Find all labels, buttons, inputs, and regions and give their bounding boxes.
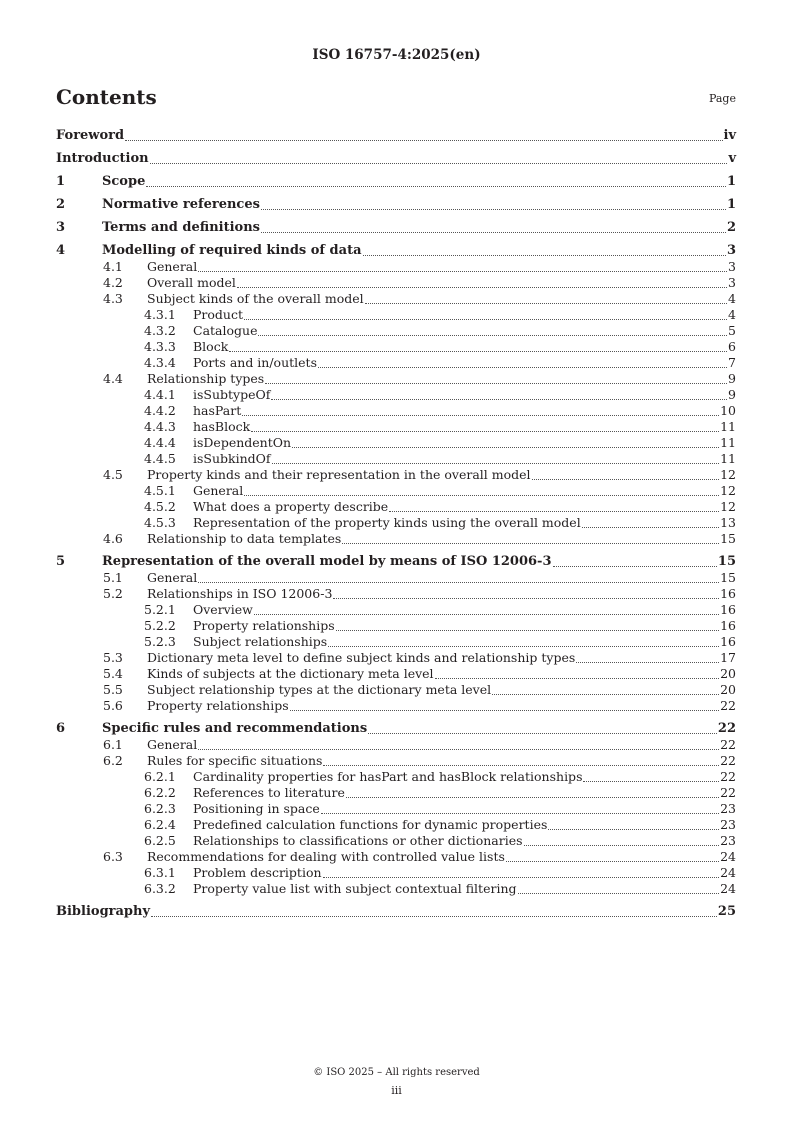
toc-entry-title: Relationships to classifications or other dictionaries [193, 833, 523, 848]
toc-entry-title: hasPart [193, 403, 242, 418]
toc-entry-number: 6.3 [103, 849, 123, 864]
toc-entry[interactable] [56, 173, 736, 190]
toc-leader-dots [151, 915, 717, 917]
toc-entry-title: Relationships in ISO 12006-3 [147, 586, 333, 601]
toc-entry-number: 5.3 [103, 650, 123, 665]
toc-entry-title: General [147, 259, 198, 274]
toc-entry-title: isSubtypeOf [193, 387, 271, 402]
toc-leader-dots [336, 629, 719, 631]
toc-entry-page: 2 [726, 220, 736, 235]
toc-entry[interactable] [56, 499, 736, 515]
toc-entry[interactable] [56, 753, 736, 769]
toc-entry-title: Relationship types [147, 371, 265, 386]
toc-entry-title: Product [193, 307, 243, 322]
toc-entry[interactable] [56, 219, 736, 236]
toc-entry-title: Overview [193, 602, 253, 617]
toc-entry-title: General [147, 570, 198, 585]
toc-entry-title: Overall model [147, 275, 236, 290]
toc-entry-page: 16 [720, 634, 736, 649]
toc-entry[interactable] [56, 553, 736, 570]
toc-entry[interactable] [56, 666, 736, 682]
toc-entry-page: 15 [717, 554, 736, 569]
toc-entry-page: 16 [720, 602, 736, 617]
toc-entry-page: 3 [728, 259, 736, 274]
toc-entry-page: 24 [720, 849, 736, 864]
toc-entry-page: 12 [720, 483, 736, 498]
toc-entry-title: Foreword [56, 128, 125, 143]
toc-leader-dots [244, 494, 719, 496]
toc-entry[interactable] [56, 275, 736, 291]
toc-leader-dots [492, 693, 719, 695]
toc-entry-page: 20 [720, 666, 736, 681]
toc-entry[interactable] [56, 323, 736, 339]
toc-entry-number: 4.4.3 [144, 419, 176, 434]
toc-entry[interactable] [56, 570, 736, 586]
toc-entry[interactable] [56, 865, 736, 881]
toc-leader-dots [125, 139, 722, 141]
toc-leader-dots [150, 162, 728, 164]
toc-entry-number: 1 [56, 174, 66, 189]
toc-entry-page: 22 [720, 785, 736, 800]
toc-entry-title: Dictionary meta level to define subject kinds and relationship types [147, 650, 576, 665]
toc-entry-title: Rules for specific situations [147, 753, 323, 768]
toc-leader-dots [368, 732, 717, 734]
toc-entry-page: 7 [728, 355, 736, 370]
toc-entry-number: 5.5 [103, 682, 123, 697]
toc-entry-title: Property kinds and their representation in the overall model [147, 467, 531, 482]
toc-entry[interactable] [56, 259, 736, 275]
toc-entry-number: 4.5.2 [144, 499, 176, 514]
toc-leader-dots [292, 446, 719, 448]
page-column-label: Page [708, 92, 736, 105]
toc-entry-number: 4.3.2 [144, 323, 176, 338]
toc-entry-title: isSubkindOf [193, 451, 271, 466]
toc-entry[interactable] [56, 150, 736, 167]
toc-entry[interactable] [56, 387, 736, 403]
toc-entry-page: 3 [726, 243, 736, 258]
toc-entry-title: Representation of the property kinds using the overall model [193, 515, 581, 530]
toc-entry[interactable] [56, 698, 736, 714]
toc-leader-dots [198, 581, 719, 583]
toc-entry-number: 6.2.5 [144, 833, 176, 848]
toc-entry-page: 13 [720, 515, 736, 530]
toc-entry-title: hasBlock [193, 419, 251, 434]
toc-entry-title: General [193, 483, 244, 498]
toc-leader-dots [146, 185, 726, 187]
toc-entry-number: 4.1 [103, 259, 123, 274]
toc-entry[interactable] [56, 451, 736, 467]
toc-entry-number: 4.3 [103, 291, 123, 306]
toc-entry-page: 15 [720, 570, 736, 585]
toc-entry[interactable] [56, 419, 736, 435]
toc-entry-page: 12 [720, 499, 736, 514]
toc-leader-dots [333, 597, 719, 599]
toc-entry-page: 20 [720, 682, 736, 697]
toc-entry[interactable] [56, 881, 736, 897]
toc-entry-page: 24 [720, 865, 736, 880]
toc-entry-page: 11 [720, 435, 736, 450]
toc-leader-dots [583, 780, 719, 782]
toc-entry-title: Modelling of required kinds of data [102, 243, 362, 258]
toc-entry-title: Ports and in/outlets [193, 355, 317, 370]
toc-entry-number: 6.2.2 [144, 785, 176, 800]
toc-entry-title: Kinds of subjects at the dictionary meta level [147, 666, 434, 681]
toc-entry[interactable] [56, 291, 736, 307]
toc-leader-dots [321, 812, 719, 814]
toc-entry-page: 22 [720, 737, 736, 752]
toc-leader-dots [323, 876, 720, 878]
toc-leader-dots [532, 478, 720, 480]
toc-entry-title: Catalogue [193, 323, 258, 338]
toc-entry-page: 22 [720, 753, 736, 768]
toc-entry-title: Scope [102, 174, 146, 189]
toc-entry-page: iv [723, 128, 736, 143]
toc-entry-page: 24 [720, 881, 736, 896]
toc-entry-number: 4.4.5 [144, 451, 176, 466]
toc-entry[interactable] [56, 339, 736, 355]
toc-leader-dots [261, 208, 726, 210]
toc-leader-dots [244, 318, 727, 320]
toc-entry-number: 2 [56, 197, 66, 212]
toc-entry-page: 5 [728, 323, 736, 338]
toc-entry[interactable] [56, 849, 736, 865]
toc-entry-title: Property relationships [193, 618, 335, 633]
toc-entry[interactable] [56, 737, 736, 753]
toc-entry[interactable] [56, 127, 736, 144]
contents-title: Contents [56, 85, 157, 109]
toc-entry[interactable] [56, 903, 736, 920]
toc-leader-dots [242, 414, 719, 416]
toc-entry[interactable] [56, 355, 736, 371]
toc-entry[interactable] [56, 371, 736, 387]
toc-entry-title: Block [193, 339, 229, 354]
toc-entry-page: 22 [720, 769, 736, 784]
toc-entry-title: What does a property describe [193, 499, 389, 514]
toc-entry-page: 1 [726, 197, 736, 212]
toc-entry-number: 6.2.1 [144, 769, 176, 784]
toc-entry-number: 4.4.2 [144, 403, 176, 418]
toc-entry-title: Subject relationship types at the dictionary meta level [147, 682, 492, 697]
toc-leader-dots [582, 526, 719, 528]
toc-entry-number: 6.2.3 [144, 801, 176, 816]
toc-leader-dots [290, 709, 719, 711]
toc-entry-page: 17 [720, 650, 736, 665]
toc-entry-number: 4 [56, 243, 66, 258]
toc-entry-number: 5.2 [103, 586, 123, 601]
toc-leader-dots [365, 302, 727, 304]
toc-entry[interactable] [56, 650, 736, 666]
toc-leader-dots [258, 334, 727, 336]
toc-entry-number: 6.2 [103, 753, 123, 768]
toc-entry-number: 4.5.3 [144, 515, 176, 530]
toc-entry-title: Property value list with subject contextual filtering [193, 881, 517, 896]
toc-entry-page: 22 [717, 721, 736, 736]
toc-entry-number: 5.2.3 [144, 634, 176, 649]
toc-leader-dots [271, 398, 727, 400]
toc-entry-number: 5.4 [103, 666, 123, 681]
toc-entry-title: General [147, 737, 198, 752]
toc-entry-title: Normative references [102, 197, 260, 212]
toc-leader-dots [323, 764, 719, 766]
toc-entry[interactable] [56, 618, 736, 634]
toc-entry-page: 23 [720, 801, 736, 816]
toc-entry-title: Cardinality properties for hasPart and hasBlock relationships [193, 769, 583, 784]
toc-leader-dots [237, 286, 727, 288]
toc-entry[interactable] [56, 515, 736, 531]
toc-entry-number: 4.3.4 [144, 355, 176, 370]
toc-entry-title: Problem description [193, 865, 322, 880]
toc-leader-dots [265, 382, 727, 384]
toc-entry-page: 9 [728, 371, 736, 386]
toc-entry-number: 5.6 [103, 698, 123, 713]
page-number: iii [391, 1084, 402, 1097]
toc-entry-title: Subject relationships [193, 634, 328, 649]
toc-entry-title: References to literature [193, 785, 345, 800]
toc-entry-number: 4.5 [103, 467, 123, 482]
toc-leader-dots [548, 828, 719, 830]
toc-leader-dots [318, 366, 727, 368]
toc-entry-number: 5.2.1 [144, 602, 176, 617]
toc-entry[interactable] [56, 435, 736, 451]
toc-entry-page: 12 [720, 467, 736, 482]
toc-entry-page: 9 [728, 387, 736, 402]
toc-entry-page: 4 [728, 307, 736, 322]
toc-entry-number: 6.1 [103, 737, 123, 752]
toc-leader-dots [198, 748, 719, 750]
toc-entry-title: Specific rules and recommendations [102, 721, 368, 736]
toc-leader-dots [518, 892, 720, 894]
toc-entry[interactable] [56, 602, 736, 618]
toc-entry-title: Bibliography [56, 904, 151, 919]
toc-entry-number: 6.3.2 [144, 881, 176, 896]
toc-entry-title: Positioning in space [193, 801, 320, 816]
toc-entry[interactable] [56, 801, 736, 817]
toc-entry[interactable] [56, 785, 736, 801]
toc-entry-title: Property relationships [147, 698, 289, 713]
toc-entry[interactable] [56, 242, 736, 259]
copyright-notice: © ISO 2025 – All rights reserved [313, 1067, 480, 1078]
toc-entry[interactable] [56, 403, 736, 419]
toc-entry-number: 5.2.2 [144, 618, 176, 633]
toc-leader-dots [251, 430, 719, 432]
toc-entry-page: 23 [720, 833, 736, 848]
toc-entry-number: 3 [56, 220, 66, 235]
toc-entry-page: 23 [720, 817, 736, 832]
toc-leader-dots [254, 613, 719, 615]
toc-entry-number: 5 [56, 554, 66, 569]
toc-leader-dots [229, 350, 727, 352]
toc-entry-number: 4.4.1 [144, 387, 176, 402]
toc-leader-dots [342, 542, 719, 544]
toc-entry-number: 4.4 [103, 371, 123, 386]
toc-leader-dots [553, 565, 717, 567]
toc-entry-title: Recommendations for dealing with controlled value lists [147, 849, 505, 864]
toc-leader-dots [261, 231, 726, 233]
toc-leader-dots [198, 270, 727, 272]
toc-entry[interactable] [56, 769, 736, 785]
toc-entry-number: 4.2 [103, 275, 123, 290]
toc-entry-number: 5.1 [103, 570, 123, 585]
toc-entry-title: Subject kinds of the overall model [147, 291, 364, 306]
toc-entry-page: 25 [717, 904, 736, 919]
toc-entry[interactable] [56, 682, 736, 698]
toc-entry-page: 11 [720, 419, 736, 434]
toc-leader-dots [435, 677, 720, 679]
table-of-contents [56, 127, 736, 920]
toc-entry-title: Relationship to data templates [147, 531, 342, 546]
toc-entry-page: 15 [720, 531, 736, 546]
toc-leader-dots [328, 645, 719, 647]
toc-leader-dots [576, 661, 719, 663]
document-header: ISO 16757-4:2025(en) [312, 47, 481, 63]
toc-entry-number: 6 [56, 721, 66, 736]
toc-entry[interactable] [56, 467, 736, 483]
toc-entry-page: 1 [726, 174, 736, 189]
toc-entry[interactable] [56, 307, 736, 323]
toc-entry[interactable] [56, 196, 736, 213]
toc-entry-page: v [728, 151, 736, 166]
toc-entry-number: 4.3.1 [144, 307, 176, 322]
toc-leader-dots [389, 510, 719, 512]
toc-entry-number: 4.3.3 [144, 339, 176, 354]
toc-leader-dots [272, 462, 720, 464]
toc-entry-number: 4.5.1 [144, 483, 176, 498]
toc-entry-title: Introduction [56, 151, 149, 166]
toc-entry[interactable] [56, 586, 736, 602]
toc-entry[interactable] [56, 833, 736, 849]
toc-entry-title: Predefined calculation functions for dynamic properties [193, 817, 548, 832]
toc-entry-page: 16 [720, 618, 736, 633]
toc-entry-number: 4.4.4 [144, 435, 176, 450]
toc-entry[interactable] [56, 483, 736, 499]
toc-entry-title: isDependentOn [193, 435, 292, 450]
toc-entry-title: Representation of the overall model by means of ISO 12006-3 [102, 554, 552, 569]
toc-entry-page: 11 [720, 451, 736, 466]
toc-entry-number: 6.3.1 [144, 865, 176, 880]
toc-entry-page: 3 [728, 275, 736, 290]
toc-entry[interactable] [56, 817, 736, 833]
toc-entry-title: Terms and definitions [102, 220, 260, 235]
toc-entry[interactable] [56, 720, 736, 737]
toc-entry-number: 4.6 [103, 531, 123, 546]
toc-leader-dots [346, 796, 719, 798]
toc-entry-page: 6 [728, 339, 736, 354]
toc-entry-page: 16 [720, 586, 736, 601]
toc-entry[interactable] [56, 531, 736, 547]
toc-entry-page: 22 [720, 698, 736, 713]
toc-entry[interactable] [56, 634, 736, 650]
toc-leader-dots [363, 254, 726, 256]
toc-leader-dots [506, 860, 719, 862]
toc-entry-page: 10 [720, 403, 736, 418]
toc-entry-number: 6.2.4 [144, 817, 176, 832]
toc-leader-dots [524, 844, 720, 846]
toc-entry-page: 4 [728, 291, 736, 306]
